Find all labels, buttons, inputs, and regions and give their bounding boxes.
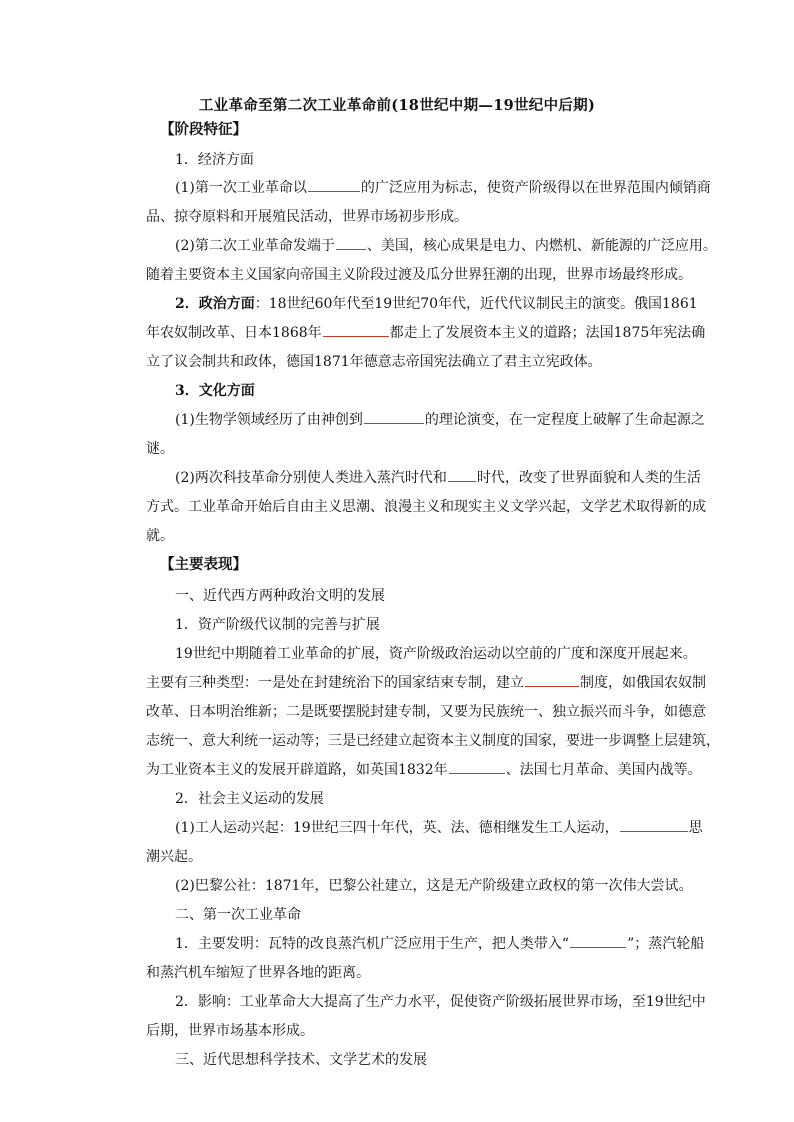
- fill-blank[interactable]: [323, 322, 389, 337]
- text: 制度，如俄国农奴制: [580, 675, 706, 691]
- text: 、法国七月革命、美国内战等。: [505, 762, 702, 778]
- heading-politics: 2．政治方面: [175, 296, 255, 312]
- paragraph-politics-line2: [146, 319, 706, 348]
- heading-culture: 3．文化方面: [175, 383, 255, 399]
- paragraph-rep-line5: [146, 756, 702, 785]
- fill-blank[interactable]: [570, 933, 626, 948]
- paragraph-culture-2-line1: [175, 464, 705, 493]
- paragraph-rep-line2: [146, 669, 706, 698]
- page-title: 工业革命至第二次工业革命前(18世纪中期—19世纪中后期): [198, 97, 596, 114]
- paragraph-rep-line3: 改革、日本明治维新；二是既要摆脱封建专制，又要为民族统一、独立振兴而斗争，如德意: [146, 704, 706, 720]
- text: 的理论演变，在一定程度上破解了生命起源之: [424, 412, 705, 428]
- text: 为工业资本主义的发展开辟道路，如英国1832年: [146, 762, 448, 778]
- text: 时代，改变了世界面貌和人类的生活: [476, 470, 701, 486]
- fill-blank[interactable]: [449, 759, 505, 774]
- text: (2)两次科技革命分别使人类进入蒸汽时代和: [175, 470, 447, 486]
- fill-blank[interactable]: [336, 235, 366, 250]
- paragraph-workers-line2: 潮兴起。: [146, 849, 202, 865]
- paragraph-paris-commune: (2)巴黎公社：1871年，巴黎公社建立，这是无产阶级建立政权的第一次伟大尝试。: [175, 878, 693, 894]
- paragraph-rep-line4: 志统一、意大利统一运动等；三是已经建立起资本主义制度的国家，要进一步调整上层建筑，: [146, 733, 720, 749]
- paragraph-politics-line1: [175, 290, 705, 319]
- text: (1)生物学领域经历了由神创到: [175, 412, 363, 428]
- paragraph-economy-2-line2: 随着主要资本主义国家向帝国主义阶段过渡及瓜分世界狂潮的出现，世界市场最终形成。: [146, 267, 692, 283]
- paragraph-culture-2-line3: 就。: [146, 528, 174, 544]
- section-heading-stage-features: 【阶段特征】: [160, 121, 247, 138]
- text: 1．主要发明：瓦特的改良蒸汽机广泛应用于生产，把人类带入“: [175, 936, 570, 952]
- heading-socialist-movement: 2．社会主义运动的发展: [175, 791, 324, 807]
- section-heading-main-manifestations: 【主要表现】: [160, 556, 247, 573]
- heading-representative-system: 1．资产阶级代议制的完善与扩展: [175, 617, 380, 633]
- text: ”；蒸汽轮船: [627, 936, 705, 952]
- text: 的广泛应用为标志，使资产阶级得以在世界范围内倾销商: [360, 180, 711, 196]
- text: 主要有三种类型：一是处在封建统治下的国家结束专制，建立: [146, 675, 524, 691]
- heading-political-civilization: 一、近代西方两种政治文明的发展: [175, 588, 385, 604]
- paragraph-politics-line3: 立了议会制共和政体，德国1871年德意志帝国宪法确立了君主立宪政体。: [146, 354, 602, 370]
- fill-blank[interactable]: [620, 817, 688, 832]
- text: (1)第一次工业革命以: [175, 180, 307, 196]
- paragraph-impact-line2: 后期，世界市场基本形成。: [146, 1023, 314, 1039]
- text: (2)第二次工业革命发端于: [175, 238, 335, 254]
- paragraph-culture-2-line2: 方式。工业革命开始后自由主义思潮、浪漫主义和现实主义文学兴起，文学艺术取得新的成: [146, 499, 706, 515]
- text: 、美国，核心成果是电力、内燃机、新能源的广泛应用。: [366, 238, 717, 254]
- fill-blank[interactable]: [448, 467, 476, 482]
- heading-economy: 1．经济方面: [175, 152, 254, 168]
- heading-first-industrial-revolution: 二、第一次工业革命: [175, 907, 301, 923]
- paragraph-culture-1-line1: [175, 406, 705, 435]
- paragraph-rep-line1: 19世纪中期随着工业革命的扩展，资产阶级政治运动以空前的广度和深度开展起来。: [175, 646, 697, 662]
- text: 年农奴制改革、日本1868年: [146, 325, 322, 341]
- text: (1)工人运动兴起：19世纪三四十年代，英、法、德相继发生工人运动，: [175, 820, 619, 836]
- heading-thought-science-art: 三、近代思想科学技术、文学艺术的发展: [175, 1052, 427, 1068]
- text: 思: [688, 820, 703, 836]
- fill-blank[interactable]: [308, 177, 360, 192]
- paragraph-workers-line1: [175, 814, 705, 843]
- paragraph-economy-1-line1: [175, 174, 711, 203]
- text: ：18世纪60年代至19世纪70年代，近代代议制民主的演变。俄国1861: [254, 296, 698, 312]
- paragraph-impact-line1: 2．影响：工业革命大大提高了生产力水平，促使资产阶级拓展世界市场，至19世纪中: [175, 994, 706, 1010]
- fill-blank[interactable]: [364, 409, 424, 424]
- text: 都走上了发展资本主义的道路；法国1875年宪法确: [389, 325, 706, 341]
- paragraph-inventions-line1: [175, 930, 705, 959]
- paragraph-inventions-line2: 和蒸汽机车缩短了世界各地的距离。: [146, 965, 370, 981]
- paragraph-culture-1-line2: 谜。: [146, 441, 174, 457]
- paragraph-economy-2-line1: [175, 232, 717, 261]
- paragraph-economy-1-line2: 品、掠夺原料和开展殖民活动，世界市场初步形成。: [146, 209, 468, 225]
- fill-blank[interactable]: [525, 672, 579, 687]
